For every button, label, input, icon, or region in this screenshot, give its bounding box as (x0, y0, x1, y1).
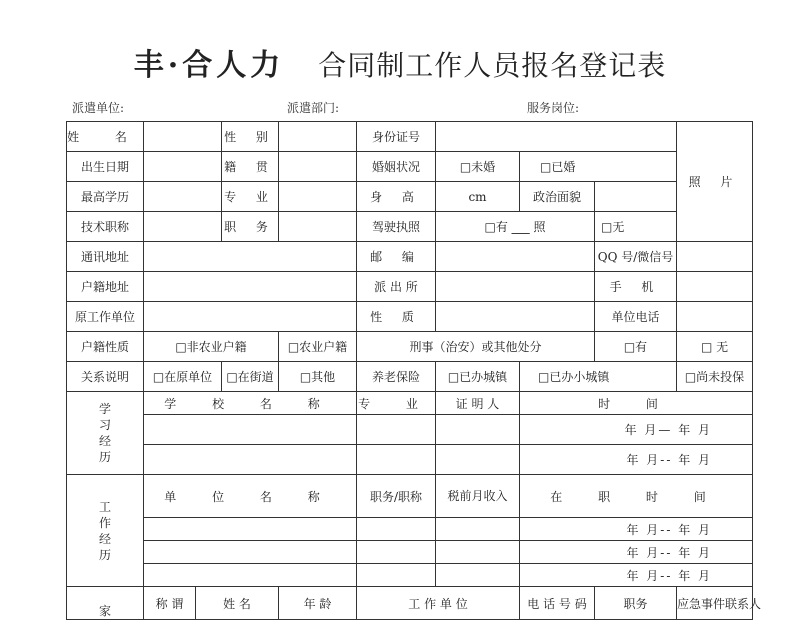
work-label: 工作经历 (67, 475, 144, 587)
title-rank-label: 技术职称 (67, 212, 144, 242)
qq-field[interactable] (677, 242, 753, 272)
birth-field[interactable] (144, 152, 222, 182)
work-title-field-1[interactable] (357, 518, 436, 541)
nature-field[interactable] (436, 302, 595, 332)
time-header: 时 间 (520, 392, 753, 415)
row-name (67, 122, 753, 152)
political-field[interactable] (595, 182, 677, 212)
study-major-field-2[interactable] (357, 445, 436, 475)
family-unit-header: 工 作 单 位 (357, 587, 520, 620)
unmarried-checkbox[interactable]: □未婚 (436, 152, 520, 182)
form-title: 合同制工作人员报名登记表 (318, 49, 667, 82)
gender-field[interactable] (279, 122, 357, 152)
license-none-checkbox[interactable]: □无 (595, 212, 677, 242)
relation-label: 关系说明 (67, 362, 144, 392)
non-agri-checkbox[interactable]: □非农业户籍 (144, 332, 279, 362)
hukou-addr-label: 户籍地址 (67, 272, 144, 302)
criminal-have-checkbox[interactable]: □有 (595, 332, 677, 362)
name-field[interactable] (144, 122, 222, 152)
nature-label: 性 质 (357, 302, 436, 332)
school-field-2[interactable] (144, 445, 357, 475)
photo-box[interactable]: 照 片 (677, 122, 753, 242)
income-field-1[interactable] (436, 518, 520, 541)
cm-unit: cm (468, 189, 487, 204)
former-unit-field[interactable] (144, 302, 357, 332)
education-label: 最高学历 (67, 182, 144, 212)
hukou-type-label: 户籍性质 (67, 332, 144, 362)
major-label: 专 业 (222, 182, 279, 212)
work-unit-field-3[interactable] (144, 564, 357, 587)
row-work-2 (67, 541, 753, 564)
married-checkbox[interactable]: □已婚 (520, 152, 677, 182)
row-study-1 (67, 415, 753, 445)
education-field[interactable] (144, 182, 222, 212)
unit-phone-label: 单位电话 (595, 302, 677, 332)
id-number-field[interactable] (436, 122, 677, 152)
service-post-label: 服务岗位: (527, 101, 580, 115)
work-time-3[interactable]: 年 月-- 年 月 (520, 564, 753, 587)
pension-town-checkbox[interactable]: □已办小城镇 (520, 362, 677, 392)
criminal-label: 刑事（治安）或其他处分 (357, 332, 595, 362)
rel-street-checkbox[interactable]: □在街道 (222, 362, 279, 392)
study-time-2[interactable]: 年 月-- 年 月 (520, 445, 753, 475)
height-field[interactable] (436, 182, 520, 212)
row-address (67, 242, 753, 272)
row-birth (67, 152, 753, 182)
row-family-header (67, 587, 753, 620)
income-field-3[interactable] (436, 564, 520, 587)
age-header: 年 龄 (279, 587, 357, 620)
study-label: 学习经历 (67, 392, 144, 475)
unit-phone-field[interactable] (677, 302, 753, 332)
work-unit-field-2[interactable] (144, 541, 357, 564)
marital-label: 婚姻状况 (357, 152, 436, 182)
position-label: 职 务 (222, 212, 279, 242)
political-label: 政治面貌 (520, 182, 595, 212)
work-title-field-3[interactable] (357, 564, 436, 587)
native-field[interactable] (279, 152, 357, 182)
emergency-header: 应急事件联系人 (677, 587, 753, 620)
rel-unit-checkbox[interactable]: □在原单位 (144, 362, 222, 392)
qq-label: QQ 号/微信号 (595, 242, 677, 272)
pension-none-checkbox[interactable]: □尚未投保 (677, 362, 753, 392)
work-time-1[interactable]: 年 月-- 年 月 (520, 518, 753, 541)
license-have-checkbox[interactable]: □有 ___ 照 (436, 212, 595, 242)
row-work-header (67, 475, 753, 518)
row-work-3 (67, 564, 753, 587)
work-title-field-2[interactable] (357, 541, 436, 564)
row-study-header (67, 392, 753, 415)
pension-label: 养老保险 (357, 362, 436, 392)
gender-label: 性 别 (222, 122, 279, 152)
study-time-1[interactable]: 年 月— 年 月 (520, 415, 753, 445)
police-field[interactable] (436, 272, 595, 302)
license-label: 驾驶执照 (357, 212, 436, 242)
study-major-field-1[interactable] (357, 415, 436, 445)
study-major-header: 专 业 (357, 392, 436, 415)
row-study-2 (67, 445, 753, 475)
former-unit-label: 原工作单位 (67, 302, 144, 332)
postcode-field[interactable] (436, 242, 595, 272)
appellation-header: 称 谓 (144, 587, 196, 620)
row-work-1 (67, 518, 753, 541)
mobile-label: 手 机 (595, 272, 677, 302)
birth-label: 出生日期 (67, 152, 144, 182)
height-label: 身 高 (357, 182, 436, 212)
title-rank-field[interactable] (144, 212, 222, 242)
native-label: 籍 贯 (222, 152, 279, 182)
family-name-header: 姓 名 (196, 587, 279, 620)
work-unit-header: 单 位 名 称 (144, 475, 357, 518)
brand-logo: 丰·合人力 (133, 48, 285, 83)
witness-field-2[interactable] (436, 445, 520, 475)
family-position-header: 职务 (595, 587, 677, 620)
rel-other-checkbox[interactable]: □其他 (279, 362, 357, 392)
school-header: 学 校 名 称 (144, 392, 357, 415)
row-former-unit (67, 302, 753, 332)
page-title (0, 40, 800, 84)
agri-checkbox[interactable]: □农业户籍 (279, 332, 357, 362)
dispatch-dept-label: 派遣部门: (287, 101, 340, 115)
row-hukou-addr (67, 272, 753, 302)
registration-form-table (66, 121, 762, 620)
row-title (67, 212, 753, 242)
name-label: 姓 名 (67, 122, 144, 152)
police-label: 派 出 所 (357, 272, 436, 302)
id-number-label: 身份证号 (357, 122, 436, 152)
major-field[interactable] (279, 182, 357, 212)
work-time-2[interactable]: 年 月-- 年 月 (520, 541, 753, 564)
income-field-2[interactable] (436, 541, 520, 564)
school-field-1[interactable] (144, 415, 357, 445)
family-label: 家 (67, 587, 144, 620)
hukou-addr-field[interactable] (144, 272, 357, 302)
work-title-header: 职务/职称 (357, 475, 436, 518)
row-hukou-type (67, 332, 753, 362)
criminal-none-checkbox[interactable]: □ 无 (677, 332, 753, 362)
witness-field-1[interactable] (436, 415, 520, 445)
dispatch-unit-label: 派遣单位: (72, 101, 125, 115)
phone-header: 电 话 号 码 (520, 587, 595, 620)
row-education (67, 182, 753, 212)
row-relation (67, 362, 753, 392)
postcode-label: 邮 编 (357, 242, 436, 272)
work-unit-field-1[interactable] (144, 518, 357, 541)
work-time-header: 在 职 时 间 (520, 475, 753, 518)
address-field[interactable] (144, 242, 357, 272)
address-label: 通讯地址 (67, 242, 144, 272)
witness-header: 证 明 人 (436, 392, 520, 415)
position-field[interactable] (279, 212, 357, 242)
mobile-field[interactable] (677, 272, 753, 302)
pension-city-checkbox[interactable]: □已办城镇 (436, 362, 520, 392)
income-header: 税前月收入 (436, 475, 520, 518)
